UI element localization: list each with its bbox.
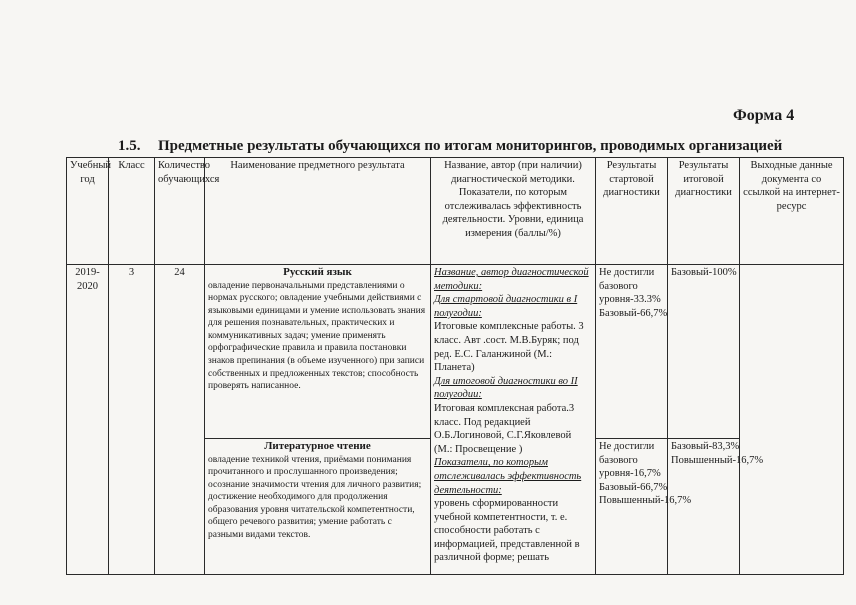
cell-year: 2019-2020 — [67, 265, 109, 575]
header-year: Учебный год — [67, 158, 109, 265]
header-start-results: Результаты стартовой диагностики — [596, 158, 668, 265]
cell-class: 3 — [109, 265, 155, 575]
subject-russian-cell — [205, 265, 431, 439]
method-start-text: Итоговые комплексные работы. 3 класс. Авт .сост. М.В.Буряк; под ред. Е.С. Галанжиной (М.: Планета) — [434, 321, 584, 374]
subject-literature-cell — [205, 439, 431, 575]
header-method: Название, автор (при наличии) диагностической методики. Показатели, по которым отслеживалась эффективность деятельности. Уровни, единица измерения (баллы/%) — [431, 158, 596, 265]
header-final-results: Результаты итоговой диагностики — [668, 158, 740, 265]
method-cell — [431, 265, 596, 575]
table-header-row — [67, 158, 844, 265]
start-results-russian: Не достигли базового уровня-33.3% Базовый-66,7% — [596, 265, 668, 439]
subject-title: Литературное чтение — [264, 440, 371, 452]
results-table — [66, 157, 844, 575]
header-subject-result: Наименование предметного результата — [205, 158, 431, 265]
section-title — [118, 138, 782, 155]
start-results-literature: Не достигли базового уровня-16,7% Базовый-66,7% Повышенный-16,7% — [596, 439, 668, 575]
table-row — [67, 265, 844, 439]
subject-description: овладение техникой чтения, приёмами понимания прочитанного и прослушанного произведения; осознание значимости чтения для личного развития; достижение необходимого для продолжения образования уровня читательской компетентности, общего речевого развития; умение работать с разными видами текстов. — [208, 454, 422, 541]
method-indicators-text: уровень сформированности учебной компетентности, т. е. способности работать с информацией, представленной в различной форме; решать — [434, 498, 580, 564]
final-results-russian: Базовый-100% — [668, 265, 740, 439]
form-label: Форма 4 — [733, 107, 795, 124]
header-class: Класс — [109, 158, 155, 265]
method-final-text: Итоговая комплексная работа.3 класс. Под редакцией О.Б.Логиновой, С.Г.Яковлевой (М.: Просвещение ) — [434, 402, 575, 455]
final-results-literature: Базовый-83,3% Повышенный-16,7% — [668, 439, 740, 575]
method-start-label: Для стартовой диагностики в I полугодии: — [434, 294, 578, 319]
header-count: Количество обучающихся — [155, 158, 205, 265]
output-data-cell — [740, 265, 844, 575]
method-name-label: Название, автор диагностической методики: — [434, 267, 589, 292]
header-output-data: Выходные данные документа со ссылкой на интернет-ресурс — [740, 158, 844, 265]
section-number: 1.5. — [118, 138, 141, 154]
cell-count: 24 — [155, 265, 205, 575]
subject-title: Русский язык — [283, 266, 352, 278]
method-final-label: Для итоговой диагностики во II полугодии: — [434, 375, 578, 401]
subject-description: овладение первоначальными представлениями о нормах русского; овладение учебными действиями с языковыми единицами и умение использовать знания для решения познавательных, практических и коммуникативных задач; умение применять орфографические правила и правила постановки знаков препинания (в объеме изученного) при записи собственных и предложенных текстов; способность проверять написанное. — [208, 280, 426, 392]
section-heading: Предметные результаты обучающихся по итогам мониторингов, проводимых организацией — [158, 138, 783, 154]
method-indicators-label: Показатели, по которым отслеживалась эффективность деятельности: — [434, 457, 582, 496]
